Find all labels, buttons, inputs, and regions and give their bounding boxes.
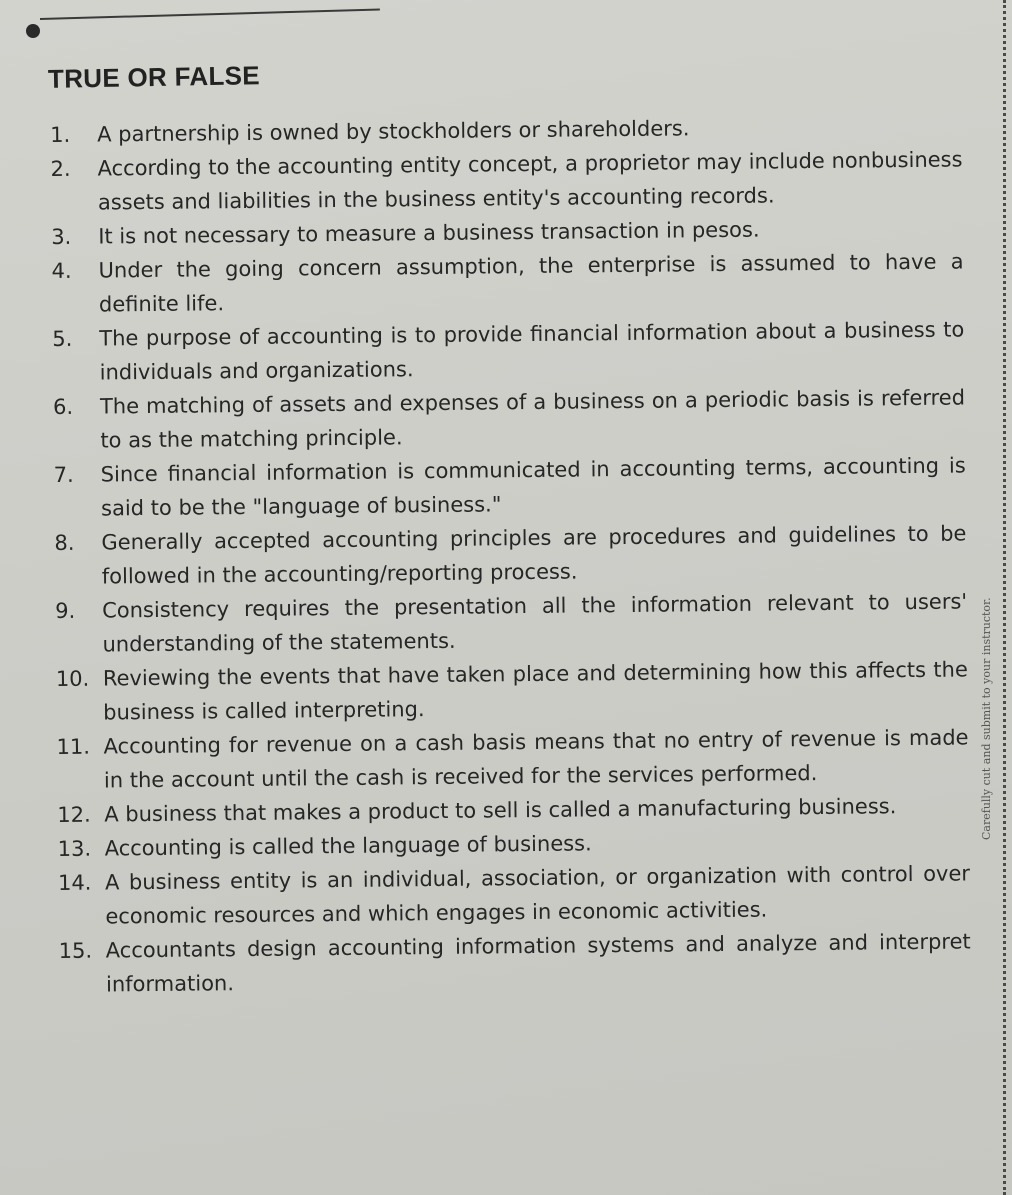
question-number: 12.: [57, 802, 91, 827]
question-text: A partnership is owned by stockholders or shareholders.: [97, 116, 690, 147]
question-item: [53, 380, 966, 458]
question-text: Under the going concern assumption, the enterprise is assumed to have a definite life.: [98, 249, 964, 317]
question-item: [56, 720, 969, 798]
question-number: 14.: [57, 870, 92, 895]
question-text: Reviewing the events that have taken place and determining how this affects the business is called interpreting.: [102, 657, 968, 725]
question-text: A business entity is an individual, association, or organization with control over economic resources and which engages in economic activities.: [104, 861, 971, 929]
question-item: [55, 584, 968, 662]
question-number: 3.: [51, 224, 72, 249]
question-text: The purpose of accounting is to provide financial information about a business to individuals and organizations.: [99, 317, 965, 385]
bullet-dot: [26, 24, 40, 38]
question-number: 7.: [53, 462, 74, 487]
question-number: 11.: [56, 734, 91, 759]
page-title: TRUE OR FALSE: [47, 60, 261, 94]
question-number: 13.: [57, 836, 92, 861]
question-text: It is not necessary to measure a business transaction in pesos.: [98, 217, 760, 249]
question-number: 15.: [58, 938, 93, 963]
perforation-line: [1003, 0, 1006, 1195]
question-number: 4.: [51, 258, 72, 283]
question-item: [50, 142, 963, 220]
side-note: Carefully cut and submit to your instructor.: [980, 597, 993, 840]
question-item: [58, 856, 971, 934]
question-text: Accountants design accounting information systems and analyze and interpret information.: [105, 929, 971, 997]
question-text: Since financial information is communicated in accounting terms, accounting is said to be the "language of business.": [100, 453, 966, 521]
question-text: The matching of assets and expenses of a business on a periodic basis is referred to as the matching principle.: [99, 385, 966, 453]
question-text: Generally accepted accounting principles are procedures and guidelines to be followed in the accounting/reporting process.: [101, 521, 967, 589]
question-number: 5.: [52, 326, 73, 351]
question-number: 1.: [50, 122, 71, 147]
question-number: 9.: [55, 598, 76, 623]
question-item: [51, 244, 964, 322]
question-text: A business that makes a product to sell is called a manufacturing business.: [104, 794, 897, 827]
question-item: [52, 312, 965, 390]
question-list: [50, 108, 971, 1002]
question-text: According to the accounting entity concept, a proprietor may include nonbusiness assets and liabilities in the business entity's accounting records.: [97, 147, 963, 215]
question-number: 8.: [54, 530, 75, 555]
question-text: Accounting is called the language of business.: [104, 831, 592, 861]
question-item: [56, 652, 969, 730]
question-text: Accounting for revenue on a cash basis means that no entry of revenue is made in the account until the cash is received for the services performed.: [103, 725, 969, 793]
question-number: 2.: [50, 156, 71, 181]
question-item: [59, 924, 972, 1002]
question-number: 10.: [55, 666, 90, 691]
question-number: 6.: [52, 394, 74, 419]
top-divider: [40, 9, 380, 20]
side-note-container: [978, 470, 998, 850]
question-text: Consistency requires the presentation all the information relevant to users' understanding of the statements.: [102, 589, 968, 657]
question-item: [54, 448, 967, 526]
question-item: [54, 516, 967, 594]
